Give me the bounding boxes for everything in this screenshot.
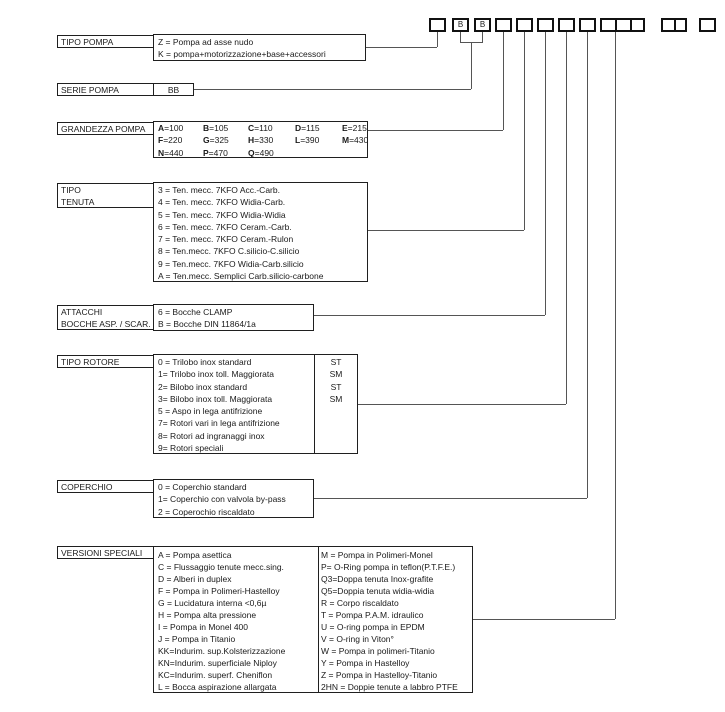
option-line: 5 = Aspo in lega antifrizione: [158, 406, 263, 417]
size-cell: L=390: [295, 135, 320, 146]
option-line: V = O-ring in Viton°: [321, 634, 394, 644]
section-rotore-label: [57, 355, 154, 368]
code-box-8: [579, 18, 596, 32]
size-cell: D=115: [295, 123, 320, 133]
option-line: G = Lucidatura interna <0,6µ: [158, 598, 267, 608]
size-cell: C=110: [248, 123, 273, 133]
option-line: KK=Indurim. sup.Kolsterizzazione: [158, 646, 286, 656]
connector-attacchi-h: [314, 315, 545, 316]
label-text: COPERCHIO: [61, 482, 113, 492]
option-line: 2HN = Doppie tenute a labbro PTFE: [321, 682, 458, 692]
option-line: Z = Pompa in Hastelloy-Titanio: [321, 670, 438, 680]
label-text: VERSIONI SPECIALI: [61, 548, 143, 558]
rotore-tag: ST: [330, 382, 342, 392]
option-line: H = Pompa alta pressione: [158, 610, 257, 620]
option-line: 0 = Coperchio standard: [158, 482, 247, 492]
connector-serie-v: [471, 42, 472, 89]
option-line: P= O-Ring pompa in teflon(P.T.F.E.): [321, 562, 456, 572]
section-attacchi-label: [57, 305, 154, 330]
option-line: Z = Pompa ad asse nudo: [158, 37, 254, 47]
connector-tenuta-h: [368, 230, 524, 231]
option-line: 6 = Bocche CLAMP: [158, 307, 233, 317]
option-line: U = O-ring pompa in EPDM: [321, 622, 425, 632]
size-cell: M=430: [342, 135, 369, 146]
section-serie-pompa-label: [57, 83, 154, 96]
option-line: R = Corpo riscaldato: [321, 598, 399, 608]
section-coperchio-label: [57, 480, 154, 493]
option-line: 7 = Ten. mecc. 7KFO Ceram.-Rulon: [158, 234, 294, 245]
option-line: KN=Indurim. superficiale Niploy: [158, 658, 277, 668]
option-line: 3 = Ten. mecc. 7KFO Acc.-Carb.: [158, 185, 280, 195]
cell-divider: [674, 20, 676, 30]
size-row: [154, 123, 367, 135]
rotore-tag: SM: [329, 394, 343, 404]
size-row: [154, 148, 367, 160]
size-cell: B=105: [203, 123, 229, 133]
versioni-column-divider: [318, 547, 319, 692]
option-line: Q5=Doppia tenuta widia-widia: [321, 586, 435, 596]
connector-coperchio-v: [587, 32, 588, 498]
versioni-left-column: [158, 549, 285, 693]
connector-versioni-v: [615, 32, 616, 619]
connector-grandezza-h: [368, 130, 503, 131]
section-rotore-values: [153, 354, 358, 454]
size-cell: F=220: [158, 135, 183, 146]
label-text: ATTACCHI: [61, 307, 103, 317]
option-line: KC=Indurim. superf. Cheniflon: [158, 670, 273, 680]
connector-attacchi-v: [545, 32, 546, 315]
size-cell: E=215: [342, 123, 367, 133]
option-line: C = Flussaggio tenute mecc.sing.: [158, 562, 284, 572]
connector-tipo-pompa-v: [437, 32, 438, 47]
option-line: B = Bocche DIN 11864/1a: [158, 319, 256, 330]
code-box-5: [516, 18, 533, 32]
option-line: J = Pompa in Titanio: [158, 634, 236, 644]
option-line: K = pompa+motorizzazione+base+accessori: [158, 49, 326, 60]
option-line: A = Pompa asettica: [158, 550, 232, 560]
code-box-2-value: B: [457, 20, 464, 29]
option-line: I = Pompa in Monel 400: [158, 622, 249, 632]
option-line: 9= Rotori speciali: [158, 443, 224, 454]
connector-serie-bracket-right: [482, 32, 483, 42]
code-box-group-triple: [600, 18, 645, 32]
option-line: Y = Pompa in Hastelloy: [321, 658, 410, 668]
connector-versioni-h: [473, 619, 615, 620]
code-box-1: [429, 18, 446, 32]
section-versioni-values: [153, 546, 473, 693]
option-line: 7= Rotori vari in lega antifrizione: [158, 418, 280, 429]
option-line: A = Ten.mecc. Semplici Carb.silicio-carbone: [158, 271, 324, 282]
section-versioni-label: [57, 546, 154, 559]
label-text: TIPO ROTORE: [61, 357, 120, 367]
connector-tenuta-v: [524, 32, 525, 230]
option-line: 5 = Ten. mecc. 7KFO Widia-Widia: [158, 209, 286, 220]
option-line: 1= Coperchio con valvola by-pass: [158, 494, 286, 505]
cell-divider: [630, 20, 632, 30]
connector-serie-h: [194, 89, 471, 90]
section-tenuta-label: [57, 183, 154, 208]
connector-grandezza-v: [503, 32, 504, 130]
option-line: 4 = Ten. mecc. 7KFO Widia-Carb.: [158, 197, 286, 208]
option-line: 1= Trilobo inox toll. Maggiorata: [158, 369, 274, 380]
code-box-3: [474, 18, 491, 32]
option-line: 6 = Ten. mecc. 7KFO Ceram.-Carb.: [158, 221, 292, 232]
size-cell: Q=490: [248, 147, 274, 158]
section-tenuta-values: [153, 182, 368, 282]
code-box-14: [699, 18, 716, 32]
versioni-right-column: [321, 549, 458, 693]
label-text: TENUTA: [61, 196, 95, 207]
size-cell: G=325: [203, 135, 229, 146]
section-tipo-pompa-values: [153, 34, 366, 61]
code-box-3-value: B: [479, 20, 486, 29]
size-cell: P=470: [203, 147, 228, 158]
size-cell: A=100: [158, 123, 184, 133]
rotore-tag: SM: [329, 369, 343, 379]
label-text: BOCCHE ASP. / SCAR.: [61, 318, 151, 329]
section-attacchi-values: [153, 304, 314, 331]
code-box-6: [537, 18, 554, 32]
option-line: 9 = Ten.mecc. 7KFO Widia-Carb.silicio: [158, 258, 304, 269]
option-line: 0 = Trilobo inox standard: [158, 357, 252, 367]
connector-coperchio-h: [314, 498, 587, 499]
code-box-7: [558, 18, 575, 32]
connector-serie-bracket-left: [460, 32, 461, 42]
option-line: 8 = Ten.mecc. 7KFO C.silicio-C.silicio: [158, 246, 300, 257]
section-grandezza-values: [153, 121, 368, 158]
option-line: 8= Rotori ad ingranaggi inox: [158, 430, 265, 441]
size-cell: N=440: [158, 147, 184, 158]
option-line: M = Pompa in Polimeri-Monel: [321, 550, 433, 560]
code-box-group-double: [661, 18, 687, 32]
code-box-4: [495, 18, 512, 32]
size-row: [154, 135, 367, 147]
connector-tipo-pompa-h: [366, 47, 437, 48]
section-grandezza-label: [57, 122, 154, 135]
option-line: 2= Bilobo inox standard: [158, 381, 248, 392]
cell-divider: [615, 20, 617, 30]
label-text: GRANDEZZA POMPA: [61, 124, 146, 134]
label-text: TIPO POMPA: [61, 37, 114, 47]
option-line: F = Pompa in Polimeri-Hastelloy: [158, 586, 280, 596]
option-line: T = Pompa P.A.M. idraulico: [321, 610, 424, 620]
option-line: W = Pompa in polimeri-Titanio: [321, 646, 435, 656]
option-line: 2 = Coperochio riscaldato: [158, 506, 255, 517]
option-line: L = Bocca aspirazione allargata: [158, 682, 277, 692]
section-tipo-pompa-label: [57, 35, 154, 48]
size-cell: H=330: [248, 135, 274, 146]
connector-rotore-h: [358, 404, 566, 405]
option-line: Q3=Doppa tenuta Inox-grafite: [321, 574, 434, 584]
option-line: 3= Bilobo inox toll. Maggiorata: [158, 393, 273, 404]
option-line: D = Alberi in duplex: [158, 574, 232, 584]
section-coperchio-values: [153, 479, 314, 518]
label-text: TIPO: [61, 185, 81, 195]
connector-rotore-v: [566, 32, 567, 404]
section-serie-pompa-value: BB: [153, 83, 194, 96]
code-box-2: [452, 18, 469, 32]
rotore-tag: ST: [330, 357, 342, 367]
label-text: SERIE POMPA: [61, 85, 119, 95]
